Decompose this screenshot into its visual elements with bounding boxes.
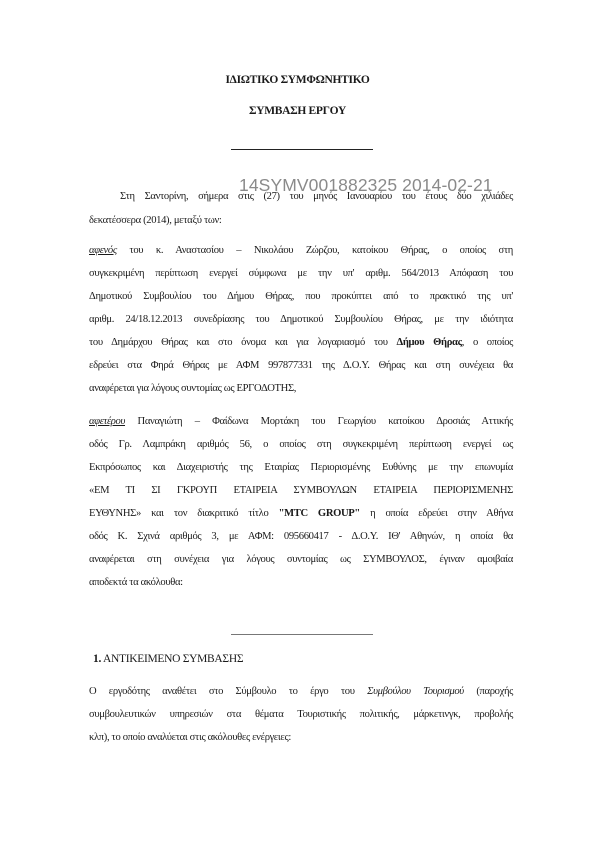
party1-label: αφενός <box>89 245 117 256</box>
section1-role: Συμβούλου Τουρισμού <box>367 686 464 697</box>
party1-line: αριθμ. 24/18.12.2013 συνεδρίασης του Δημοτικού Συμβουλίου Θήρας, με την ιδιότητα <box>89 314 513 325</box>
section1-title: ΑΝΤΙΚΕΙΜΕΝΟ ΣΥΜΒΑΣΗΣ <box>101 653 244 665</box>
party1-text: , ο οποίος <box>461 337 513 348</box>
section-divider <box>231 634 373 635</box>
section1-line: συμβουλευτικών υπηρεσιών στα θέματα Τουριστικής πολιτικής, μάρκετινγκ, προβολής <box>89 709 513 720</box>
title-underline <box>231 149 373 150</box>
section1-text: (παροχής <box>463 686 513 697</box>
party1-text: του Δημάρχου Θήρας και στο όνομα και για λογαριασμό του <box>89 337 397 348</box>
section1-line: κλπ), το οποίο αναλύεται στις ακόλουθες ενέργειες: <box>89 732 291 743</box>
party1-line <box>89 243 513 259</box>
party2-line: «ΕΜ ΤΙ ΣΙ ΓΚΡΟΥΠ ΕΤΑΙΡΕΙΑ ΣΥΜΒΟΥΛΩΝ ΕΤΑΙΡΕΙΑ ΠΕΡΙΟΡΙΣΜΕΝΗΣ <box>89 485 513 496</box>
party1-line: εδρεύει στα Φηρά Θήρας με ΑΦΜ 997877331 της Δ.Ο.Υ. Θήρας και στη συνέχεια θα <box>89 360 513 371</box>
intro-line: δεκατέσσερα (2014), μεταξύ των: <box>89 215 222 226</box>
party1-line <box>89 335 513 351</box>
document-subtitle: ΣΥΜΒΑΣΗ ΕΡΓΟΥ <box>248 105 347 117</box>
party2-text: ΕΥΘΥΝΗΣ» και τον διακριτικό τίτλο <box>89 508 279 519</box>
party1-employer-name: Δήμου Θήρας <box>396 337 462 348</box>
party2-text: Παναγιώτη – Φαίδωνα Μορτάκη του Γεωργίου κατοίκου Δροσιάς Αττικής <box>125 416 513 427</box>
party2-brand-name: "MTC GROUP" <box>278 508 360 519</box>
section1-line <box>89 684 513 700</box>
section1-text: Ο εργοδότης αναθέτει στο Σύμβουλο το έργο του <box>89 686 368 697</box>
party2-line: αναφέρεται στη συνέχεια για λόγους συντομίας ως ΣΥΜΒΟΥΛΟΣ, έγιναν αμοιβαία <box>89 554 513 565</box>
party2-line: οδός Κ. Σχινά αριθμός 3, με ΑΦΜ: 095660417 - Δ.Ο.Υ. ΙΘ' Αθηνών, η οποία θα <box>89 531 513 542</box>
document-title: ΙΔΙΩΤΙΚΟ ΣΥΜΦΩΝΗΤΙΚΟ <box>225 74 370 86</box>
party2-line: οδός Γρ. Λαμπράκη αριθμός 56, ο οποίος στη συγκεκριμένη περίπτωση ενεργεί ως <box>89 439 513 450</box>
party2-label: αφετέρου <box>89 416 126 427</box>
party2-text: η οποία εδρεύει στην Αθήνα <box>359 508 514 519</box>
party2-line: Εκπρόσωπος και Διαχειριστής της Εταιρίας Περιορισμένης Ευθύνης με την επωνυμία <box>89 462 513 473</box>
party2-line: αποδεκτά τα ακόλουθα: <box>89 577 183 588</box>
party1-line: αναφέρεται για λόγους συντομίας ως ΕΡΓΟΔΟΤΗΣ, <box>89 383 297 394</box>
registry-stamp: 14SYMV001882325 2014-02-21 <box>239 175 493 195</box>
party1-line: συγκεκριμένη περίπτωση ενεργεί σύμφωνα με την υπ' αριθμ. 564/2013 Απόφαση του <box>89 268 513 279</box>
party2-line <box>89 414 513 430</box>
section1-heading <box>93 653 243 665</box>
party1-text: του κ. Αναστασίου – Νικολάου Ζώρζου, κατοίκου Θήρας, ο οποίος στη <box>116 245 513 256</box>
party1-line: Δημοτικού Συμβουλίου του Δήμου Θήρας, που προκύπτει από το πρακτικό της υπ' <box>89 291 513 302</box>
intro-line: Στη Σαντορίνη, σήμερα στις (27) του μηνός Ιανουαρίου του έτους δύο χιλιάδες <box>120 191 513 202</box>
party2-line <box>89 506 513 522</box>
section1-number: 1. <box>93 653 102 665</box>
